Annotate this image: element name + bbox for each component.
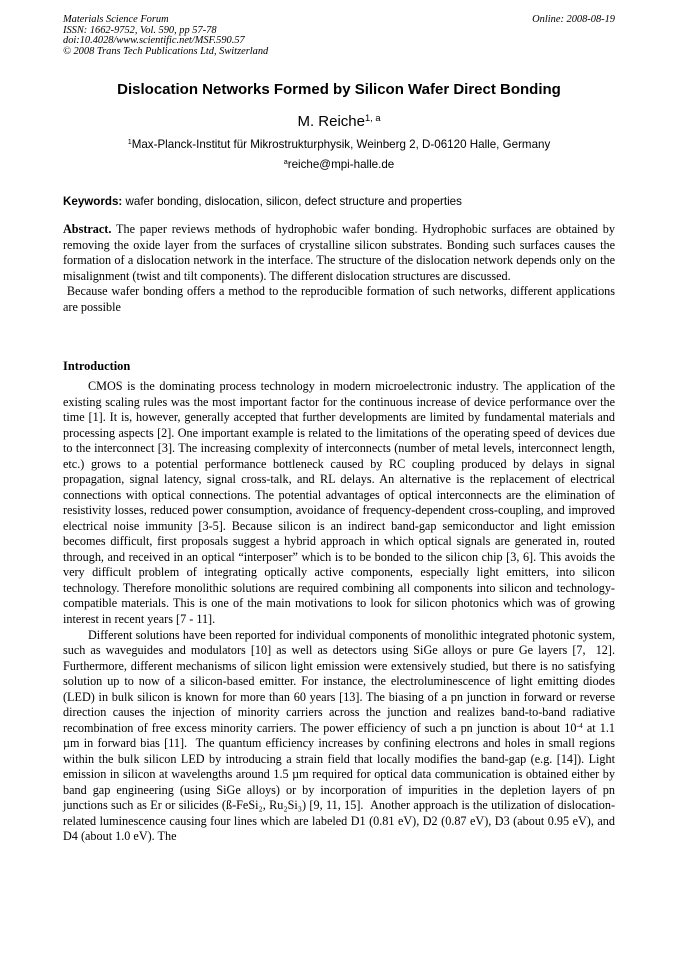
copyright-line: © 2008 Trans Tech Publications Ltd, Switzerland bbox=[63, 45, 269, 57]
affiliation bbox=[63, 137, 615, 153]
author-line bbox=[63, 113, 615, 131]
doi-line: doi:10.4028/www.scientific.net/MSF.590.57 bbox=[63, 35, 245, 47]
keywords bbox=[63, 194, 615, 209]
introduction-paragraph-2 bbox=[63, 628, 615, 845]
abstract bbox=[63, 222, 619, 315]
email-text: reiche@mpi-halle.de bbox=[287, 158, 395, 171]
paper-title: Dislocation Networks Formed by Silicon Wafer Direct Bonding bbox=[117, 81, 561, 98]
abstract-text-1: The paper reviews methods of hydrophobic wafer bonding. Hydrophobic surfaces are obtained by removing the oxide layer from the surfaces of crystalline silicon substrates. Bonding such surfaces causes the formation of a dislocation network in the interface. The structure of the dislocation network depends only on the misalignment (twist and tilt components). The different dislocation structures are discussed. bbox=[63, 222, 615, 283]
introduction-body bbox=[63, 379, 615, 845]
journal-header bbox=[63, 15, 615, 57]
affiliation-text: Max-Planck-Institut für Mikrostrukturphysik, Weinberg 2, D-06120 Halle, Germany bbox=[131, 138, 551, 151]
author-superscript: 1, a bbox=[365, 112, 381, 123]
online-date: Online: 2008-08-19 bbox=[532, 14, 615, 25]
power-exponent: -4 bbox=[576, 720, 583, 730]
introduction-paragraph-2-part-a: Different solutions have been reported for individual components of monolithic integrated photonic system, such as waveguides and modulators [10] as well as detectors using SiGe alloys or pure Ge layers [7, 12]. Furthermore, different mechanisms of silicon light emission were extensively studied, but there is no satisfying solution up to now of a silicon-based emitter. For instance, the electroluminescence of light emitting diodes (LED) in bulk silicon is known for more than 60 years [13]. The biasing of a pn junction in forward or reverse direction causes the injection of minority carriers across the junction and realizes band-to-band radiative recombination of free excess minority carriers. The power efficiency of such a pn junction is about 10 bbox=[63, 627, 615, 735]
introduction-paragraph-1: CMOS is the dominating process technology in modern microelectronic industry. The application of the existing scaling rules was the most important factor for the continuous increase of device performance over the time [1]. It is, however, generally accepted that further developments are limited by fundamental materials and processing aspects [2]. One important example is related to the limitations of the operating speed of devices due to the interconnect [3]. The increasing complexity of interconnects (number of metal levels, interconnect length, etc.) grows to a potential performance bottleneck caused by RC coupling produced by delays in signal propagation, signal latency, signal cross-talk, and RL delays. An alternative is the replacement of electrical connections with optical connections. The potential advantages of optical interconnects are the elimination of resistivity losses, reduced power consumption, avoidance of frequency-dependent cross-coupling, and improved electrical noise immunity [3-5]. Because silicon is an indirect band-gap semiconductor and light emission becomes difficult, first proposals suggest a hybrid approach in which optical signals are generated in, routed through, and received in an optical “interposer” which is to be bonded to the silicon chip [3, 6]. This avoids the very difficult problem of integrating optically active components, especially light emitters, into silicon technology. Therefore monolithic solutions are required combining all components into silicon and technology-compatible materials. This is one of the main motivations to look for silicon photonics which was of growing interest in recent years [7 - 11]. bbox=[63, 379, 615, 626]
author-name: M. Reiche bbox=[297, 113, 365, 130]
section-heading-introduction: Introduction bbox=[63, 359, 131, 373]
keywords-label: Keywords: bbox=[63, 195, 123, 208]
abstract-label: Abstract. bbox=[63, 222, 112, 236]
issn-line: ISSN: 1662-9752, Vol. 590, pp 57-78 bbox=[63, 24, 217, 36]
introduction-paragraph-2-part-b: at 1.1 µm in forward bias [11]. The quantum efficiency increases by confining electrons and holes in small regions within the bulk silicon LED by introducing a strain field that locally modifies the band-gap (e.g. [14]). Light emission in silicon at wavelengths around 1.5 µm required for optical data communication is obtained either by band gap engineering (using SiGe alloys) or by incorporation of impurities in the depletion layers of pn junctions such as Er or silicides (ß-FeSi₂, Ru₂Si₃) [9, 11, 15]. Another approach is the utilization of dislocation-related luminescence causing four lines which are labeled D1 (0.81 eV), D2 (0.87 eV), D3 (about 0.95 eV), and D4 (about 1.0 eV). The bbox=[63, 720, 616, 844]
email-superscript: a bbox=[283, 157, 288, 167]
affiliation-superscript: 1 bbox=[127, 137, 132, 147]
keywords-text: wafer bonding, dislocation, silicon, defect structure and properties bbox=[125, 195, 462, 208]
abstract-paragraph-2: Because wafer bonding offers a method to the reproducible formation of such networks, different applications are possible bbox=[63, 284, 619, 314]
abstract-paragraph-1 bbox=[63, 222, 615, 284]
author-email bbox=[63, 157, 615, 173]
journal-name: Materials Science Forum bbox=[63, 14, 169, 25]
